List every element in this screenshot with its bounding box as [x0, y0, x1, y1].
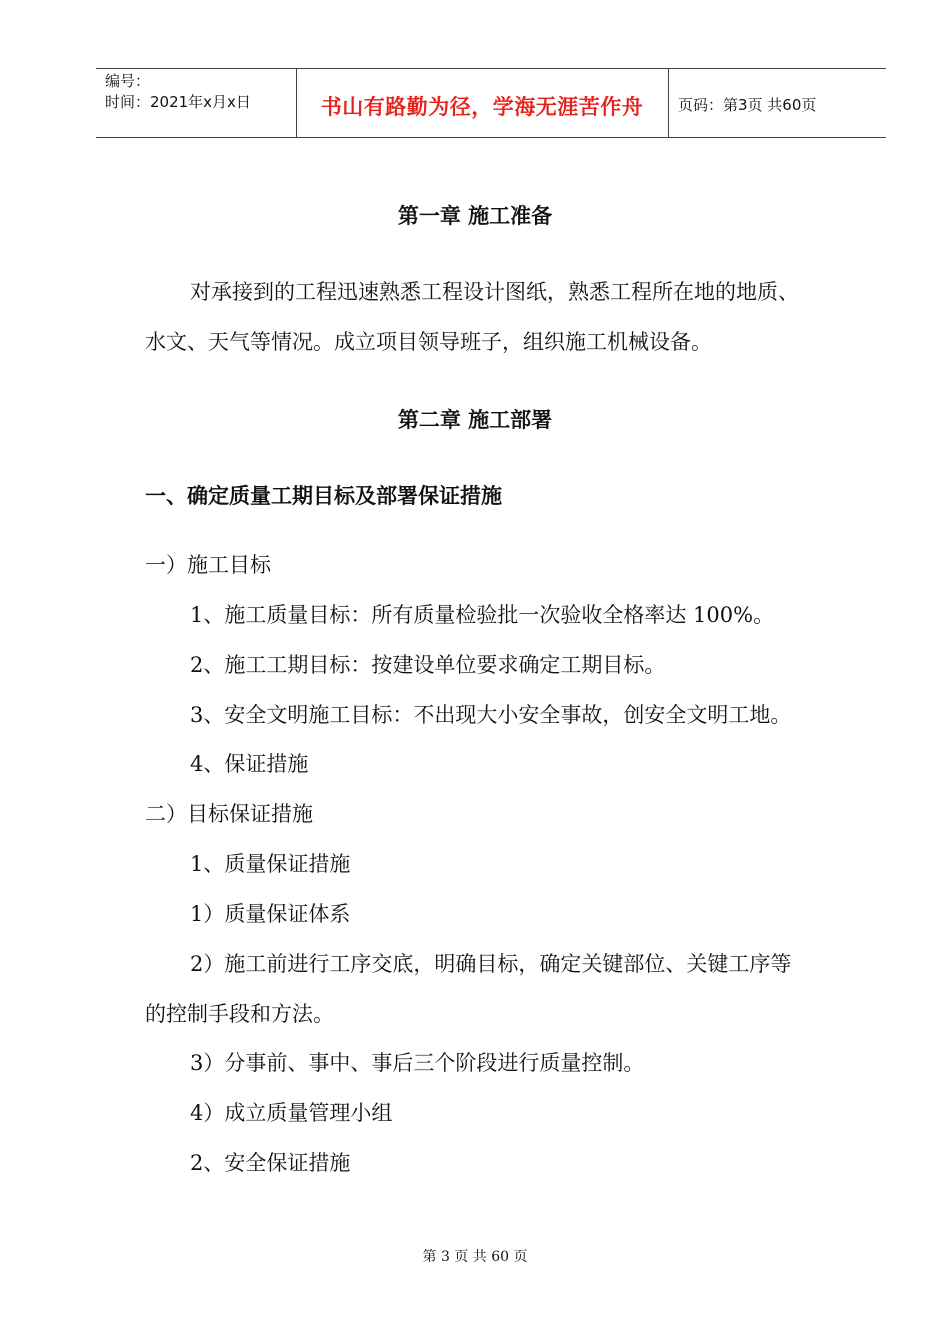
- section1-title: 一、确定质量工期目标及部署保证措施: [145, 484, 502, 508]
- paragraph1-line1: 对承接到的工程迅速熟悉工程设计图纸，熟悉工程所在地的地质、: [190, 280, 799, 304]
- list-item: 1、施工质量目标：所有质量检验批一次验收全格率达 100%。: [190, 603, 775, 627]
- list-item: 1）质量保证体系: [190, 902, 351, 926]
- list-item: 3）分事前、事中、事后三个阶段进行质量控制。: [190, 1051, 645, 1075]
- document-header: [96, 68, 886, 138]
- time-label: 时间：2021年x月x日: [105, 93, 251, 111]
- page-info: 页码：第3页 共60页: [678, 96, 817, 114]
- list-item-continuation: 的控制手段和方法。: [145, 1002, 334, 1026]
- header-page-cell: [668, 69, 886, 137]
- list-item: 2、施工工期目标：按建设单位要求确定工期目标。: [190, 653, 666, 677]
- list-item: 2、安全保证措施: [190, 1151, 351, 1175]
- header-motto-cell: [296, 69, 669, 137]
- subsection2-title: 二）目标保证措施: [145, 802, 313, 826]
- page-footer: 第 3 页 共 60 页: [422, 1249, 528, 1265]
- list-item: 4）成立质量管理小组: [190, 1101, 393, 1125]
- list-item: 3、安全文明施工目标：不出现大小安全事故，创安全文明工地。: [190, 703, 792, 727]
- list-item: 4、保证措施: [190, 752, 309, 776]
- number-label: 编号：: [105, 72, 151, 90]
- list-item: 2）施工前进行工序交底，明确目标，确定关键部位、关键工序等: [190, 952, 792, 976]
- paragraph1-line2: 水文、天气等情况。成立项目领导班子，组织施工机械设备。: [145, 330, 712, 354]
- chapter2-title: 第二章 施工部署: [397, 408, 553, 432]
- header-meta-cell: [96, 69, 297, 137]
- list-item: 1、质量保证措施: [190, 852, 351, 876]
- chapter1-title: 第一章 施工准备: [397, 204, 553, 228]
- subsection1-title: 一）施工目标: [145, 553, 271, 577]
- motto-text: 书山有路勤为径，学海无涯苦作舟: [320, 95, 644, 119]
